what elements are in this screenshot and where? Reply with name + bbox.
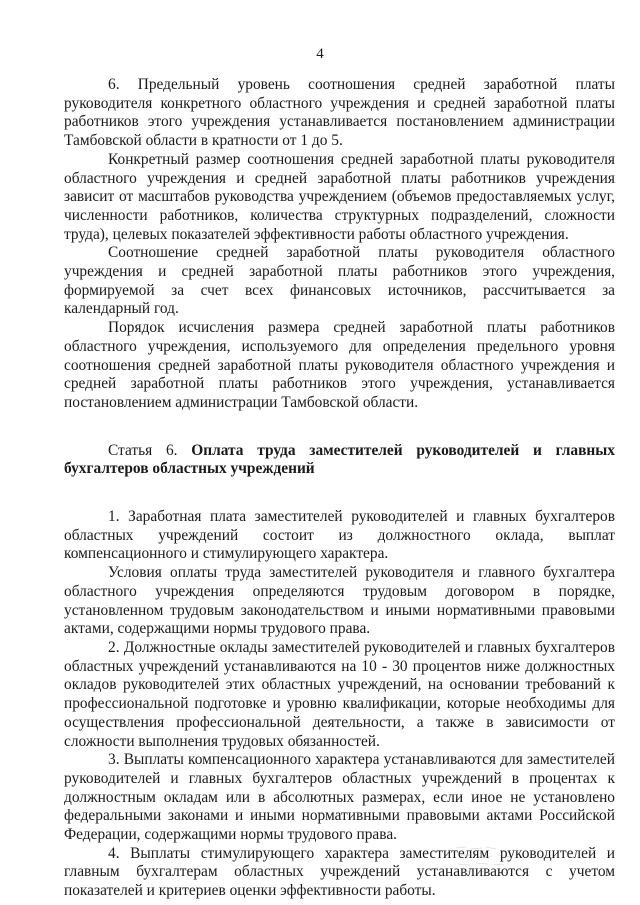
faint-stamp-mark [452,838,532,878]
article-number: Статья 6. [108,441,178,459]
paragraph: 3. Выплаты компенсационного характера устанавливаются для заместителей руководителей и главных бухгалтеров областных учреждений в процентах к должностным окладам или в абсолютных размерах, если иное не установлено федеральными законами и иными нормативными правовыми актами Российской Федерации, содержащими нормы трудового права. [64,751,615,844]
article-heading [64,442,615,479]
paragraph: 1. Заработная плата заместителей руководителей и главных бухгалтеров областных учреждений состоит из должностного оклада, выплат компенсационного и стимулирующего характера. [64,508,615,563]
paragraph: Конкретный размер соотношения средней заработной платы руководителя областного учреждения и средней заработной платы работников учреждения зависит от масштабов руководства учреждением (объемов предоставляемых услуг, численности работников, количества структурных подразделений, сложности труда), целевых показателей эффективности работы областного учреждения. [64,150,615,243]
article-title: Оплата труда заместителей руководителей и главных бухгалтеров областных учреждений [64,441,615,478]
section-limit-ratio [64,76,615,413]
spacer [64,479,615,508]
paragraph: Условия оплаты труда заместителей руководителя и главного бухгалтера областного учреждения определяются трудовым договором в порядке, установленном трудовым законодательством и иными нормативными правовыми актами, содержащими нормы трудового права. [64,564,615,638]
paragraph: 2. Должностные оклады заместителей руководителей и главных бухгалтеров областных учреждений устанавливаются на 10 - 30 процентов ниже должностных окладов руководителей этих областных учреждений, на основании требований к профессиональной подготовке и уровню квалификации, которые необходимы для осуществления профессиональной деятельности, а также в зависимости от сложности выполнения трудовых обязанностей. [64,638,615,750]
paragraph: Порядок исчисления размера средней заработной платы работников областного учреждения, используемого для определения предельного уровня соотношения средней заработной платы руководителя областного учреждения и средней заработной платы работников этого учреждения, устанавливается постановлением администрации Тамбовской области. [64,319,615,411]
spacer [64,413,615,442]
paragraph: Соотношение средней заработной платы руководителя областного учреждения и средней заработной платы работников этого учреждения, формируемой за счет всех финансовых источников, рассчитывается за календарный год. [64,244,615,318]
document-body [64,76,615,901]
section-deputies-pay [64,508,615,901]
page-number: 4 [316,46,324,62]
paragraph: 6. Предельный уровень соотношения средней заработной платы руководителя конкретного областного учреждения и средней заработной платы работников этого учреждения устанавливается постановлением администрации Тамбовской области в кратности от 1 до 5. [64,76,615,150]
paragraph: 4. Выплаты стимулирующего характера заместителям руководителей и главным бухгалтерам областных учреждений устанавливаются с учетом показателей и критериев оценки эффективности работы. [64,844,615,900]
